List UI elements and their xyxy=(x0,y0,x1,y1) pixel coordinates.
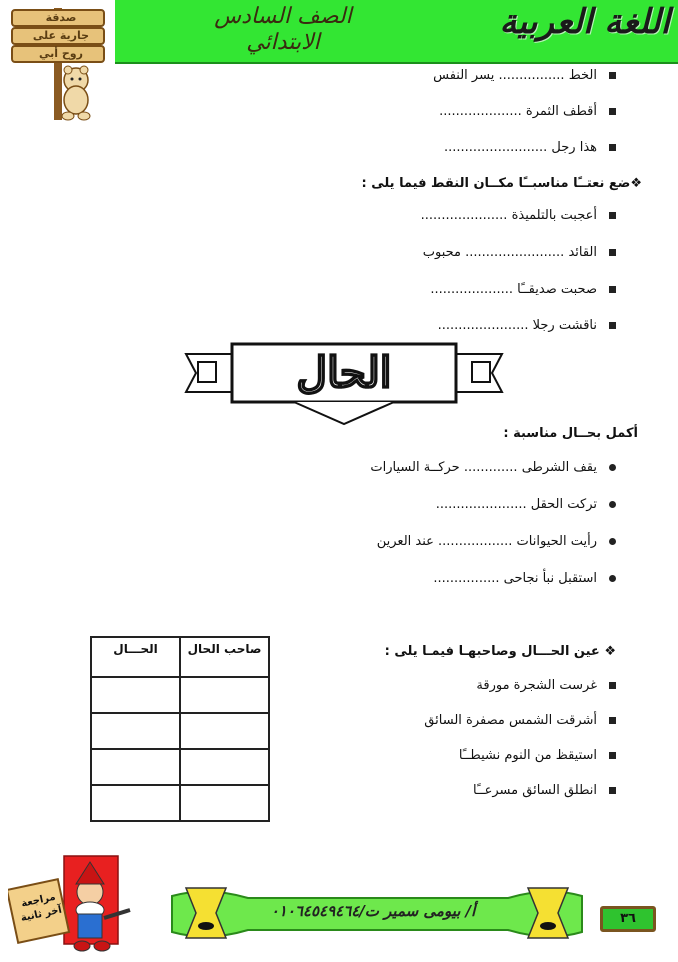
round-bullet-icon xyxy=(609,538,616,545)
table-row xyxy=(91,785,269,821)
round-bullet-icon xyxy=(609,575,616,582)
s3-item-2: تركت الحقل ...................... xyxy=(436,497,616,512)
s3-item-4: استقبل نبأ نجاحى ................ xyxy=(433,571,616,586)
table-cell[interactable] xyxy=(91,677,180,713)
s4-item-4: انطلق السائق مسرعــًا xyxy=(473,783,616,798)
grade-title xyxy=(203,4,363,56)
table-cell[interactable] xyxy=(180,713,269,749)
sign-line-3: روح أبي xyxy=(39,47,83,60)
square-bullet-icon xyxy=(609,752,616,759)
s3-item-3: رأيت الحيوانات .................. عند العرين xyxy=(377,534,616,549)
table-row xyxy=(91,677,269,713)
badge-text: مراجعة آخر ثانية xyxy=(19,891,63,925)
grade-line-2: الابتدائي xyxy=(246,30,320,55)
s2-heading: ❖ضع نعتــًا مناسبــًا مكــان النقط فيما يلى : xyxy=(361,176,642,191)
banner-title: الحال xyxy=(296,348,392,397)
table-header-owner: صاحب الحال xyxy=(180,637,269,677)
square-bullet-icon xyxy=(609,72,616,79)
square-bullet-icon xyxy=(609,286,616,293)
square-bullet-icon xyxy=(609,212,616,219)
s2-item-3: صحبت صديقــًا .................... xyxy=(430,282,616,297)
signpost-logo xyxy=(6,4,110,124)
round-bullet-icon xyxy=(609,501,616,508)
s4-item-3: استيقظ من النوم نشيطــًا xyxy=(459,748,616,763)
page-number: ٣٦ xyxy=(600,906,656,932)
header-bar xyxy=(115,0,678,64)
mascot xyxy=(8,852,138,958)
section-banner xyxy=(184,340,504,430)
square-bullet-icon xyxy=(609,682,616,689)
subject-title: اللغة العربية xyxy=(499,2,670,42)
s3-heading: أكمل بحــال مناسبة : xyxy=(503,426,638,441)
s3-item-1: يقف الشرطى ............. حركــة السيارات xyxy=(370,460,616,475)
square-bullet-icon xyxy=(609,717,616,724)
table-cell[interactable] xyxy=(180,749,269,785)
s4-item-2: أشرقت الشمس مصفرة السائق xyxy=(424,713,616,728)
table-cell[interactable] xyxy=(91,749,180,785)
sign-line-1: صدقة xyxy=(45,11,77,24)
author-contact: أ/ بيومى سمير ت/٠١٠٦٤٥٤٩٤٦٤ xyxy=(270,902,476,920)
table-cell[interactable] xyxy=(91,713,180,749)
square-bullet-icon xyxy=(609,787,616,794)
square-bullet-icon xyxy=(609,108,616,115)
s1-item-3: هذا رجل ......................... xyxy=(444,140,616,155)
s2-item-2: القائد ........................ محبوب xyxy=(423,245,616,260)
table-header-hal: الحـــال xyxy=(91,637,180,677)
square-bullet-icon xyxy=(609,249,616,256)
table-row xyxy=(91,713,269,749)
grade-line-1: الصف السادس xyxy=(214,4,352,29)
round-bullet-icon xyxy=(609,464,616,471)
table-header-row xyxy=(91,637,269,677)
table-row xyxy=(91,749,269,785)
square-bullet-icon xyxy=(609,144,616,151)
table-cell[interactable] xyxy=(180,785,269,821)
s2-item-4: ناقشت رجلا ...................... xyxy=(438,318,616,333)
answer-table xyxy=(90,636,270,822)
table-cell[interactable] xyxy=(91,785,180,821)
s1-item-2: أقطف الثمرة .................... xyxy=(439,104,616,119)
sign-line-2: جارية على xyxy=(32,29,90,42)
s1-item-1: الخط ................ يسر النفس xyxy=(433,68,616,83)
square-bullet-icon xyxy=(609,322,616,329)
s4-heading: ❖ عين الحـــال وصاحبهـا فيمـا يلى : xyxy=(384,644,616,659)
table-cell[interactable] xyxy=(180,677,269,713)
s2-item-1: أعجبت بالتلميذة ..................... xyxy=(421,208,616,223)
s4-item-1: غرست الشجرة مورقة xyxy=(476,678,616,693)
